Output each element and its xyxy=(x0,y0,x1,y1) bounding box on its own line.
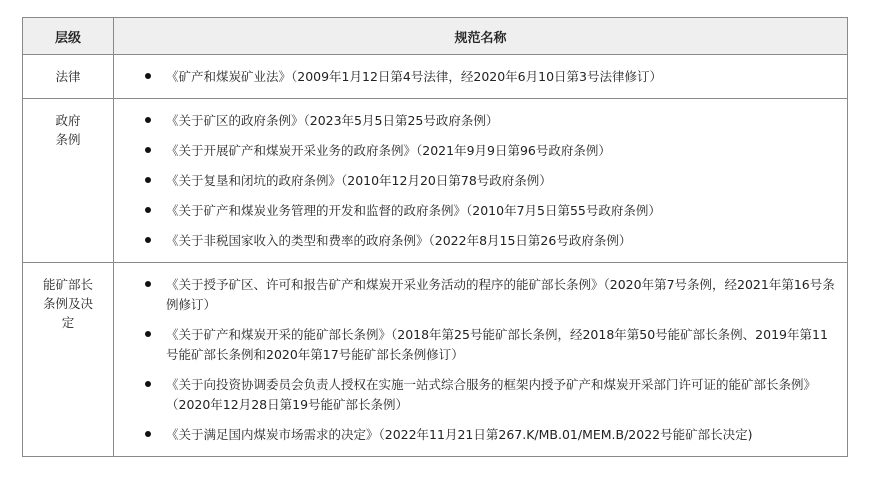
bullet-icon xyxy=(145,147,151,153)
regulation-list xyxy=(114,111,839,251)
level-label-line: 条例 xyxy=(55,132,81,147)
bullet-icon xyxy=(145,237,151,243)
regulation-text: 《矿产和煤炭矿业法》（2009年1月12日第4号法律，经2020年6月10日第3号法律修订） xyxy=(166,69,662,84)
regulations-table xyxy=(22,17,848,457)
regulation-item xyxy=(114,325,839,365)
regulation-item xyxy=(114,375,839,415)
regulation-text: 《关于矿区的政府条例》（2023年5月5日第25号政府条例） xyxy=(166,113,499,128)
regulation-text: 《关于向投资协调委员会负责人授权在实施一站式综合服务的框架内授予矿产和煤炭开采部门许可证的能矿部长条例》（2020年12月28日第19号能矿部长条例） xyxy=(166,377,817,412)
regulation-item xyxy=(114,171,839,191)
regulation-item xyxy=(114,231,839,251)
header-name: 规范名称 xyxy=(114,18,848,55)
regulation-text: 《关于非税国家收入的类型和费率的政府条例》（2022年8月15日第26号政府条例） xyxy=(166,233,632,248)
regulation-item xyxy=(114,141,839,161)
regulation-cell xyxy=(114,263,848,457)
regulation-text: 《关于满足国内煤炭市场需求的决定》（2022年11月21日第267.K/MB.01/MEM.B/2022号能矿部长决定) xyxy=(166,427,753,442)
regulation-item xyxy=(114,275,839,315)
regulation-text: 《关于授予矿区、许可和报告矿产和煤炭开采业务活动的程序的能矿部长条例》（2020年第7号条例，经2021年第16号条例修订） xyxy=(166,277,835,312)
bullet-icon xyxy=(145,281,151,287)
level-cell xyxy=(23,263,114,457)
regulation-list xyxy=(114,67,839,87)
regulation-item xyxy=(114,67,839,87)
bullet-icon xyxy=(145,73,151,79)
regulation-list xyxy=(114,275,839,445)
regulation-item xyxy=(114,111,839,131)
bullet-icon xyxy=(145,331,151,337)
level-label-line: 法律 xyxy=(55,69,81,84)
bullet-icon xyxy=(145,117,151,123)
table-row xyxy=(23,55,848,99)
level-label-line: 条例及决 xyxy=(42,296,93,311)
regulation-text: 《关于复垦和闭坑的政府条例》（2010年12月20日第78号政府条例） xyxy=(166,173,552,188)
regulation-cell xyxy=(114,99,848,263)
level-cell xyxy=(23,55,114,99)
level-cell xyxy=(23,99,114,263)
table-row xyxy=(23,263,848,457)
level-label-line: 能矿部长 xyxy=(42,277,93,292)
bullet-icon xyxy=(145,207,151,213)
table-row xyxy=(23,99,848,263)
level-label-line: 定 xyxy=(61,315,75,330)
table-header-row xyxy=(23,18,848,55)
regulation-item xyxy=(114,425,839,445)
bullet-icon xyxy=(145,177,151,183)
bullet-icon xyxy=(145,381,151,387)
bullet-icon xyxy=(145,431,151,437)
table-body xyxy=(23,55,848,457)
regulation-text: 《关于矿产和煤炭业务管理的开发和监督的政府条例》（2010年7月5日第55号政府条例） xyxy=(166,203,661,218)
regulation-cell xyxy=(114,55,848,99)
header-level: 层级 xyxy=(23,18,114,55)
regulation-text: 《关于矿产和煤炭开采的能矿部长条例》（2018年第25号能矿部长条例，经2018年第50号能矿部长条例、2019年第11号能矿部长条例和2020年第17号能矿部长条例修订） xyxy=(166,327,828,362)
level-label-line: 政府 xyxy=(55,113,81,128)
regulation-text: 《关于开展矿产和煤炭开采业务的政府条例》（2021年9月9日第96号政府条例） xyxy=(166,143,611,158)
regulation-item xyxy=(114,201,839,221)
